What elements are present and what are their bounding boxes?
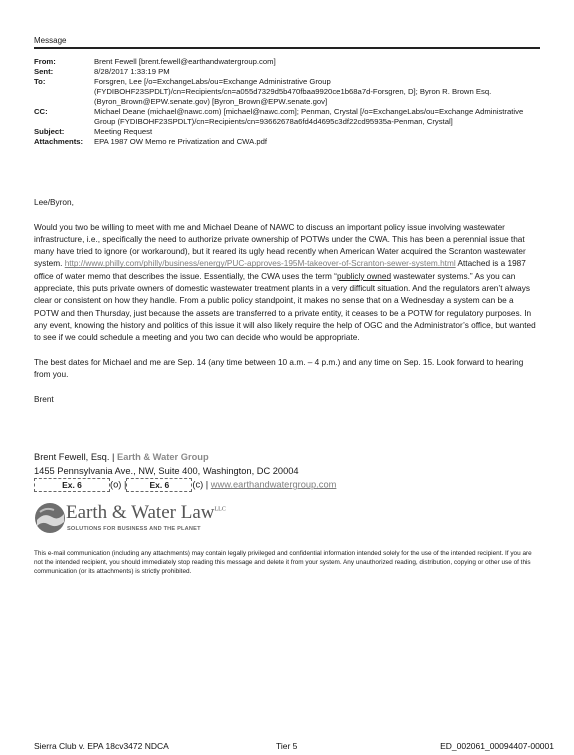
- p1-text-a: Would you two be willing to meet with me and Michael Deane of NAWC to discuss an important policy issue involving wastewater infrastructure, i.e., specifically the need to authorize private ownership of POTWs under the CWA. This has been a perennial issue that many have tried to ignore (or workaround), but it reared its ugly head recently when American Water acquired the Scranton wastewater system.: [34, 222, 526, 269]
- signature-address: 1455 Pennsylvania Ave., NW, Suite 400, Washington, DC 20004: [34, 465, 299, 476]
- signature-block: [34, 451, 540, 492]
- header-from-row: [34, 57, 540, 67]
- cell-phone-label: (c) |: [192, 479, 211, 490]
- email-body: [34, 197, 540, 418]
- globe-icon: [34, 502, 66, 534]
- header-cc-row: [34, 107, 540, 127]
- footer-bates: ED_002061_00094407-00001: [440, 741, 554, 751]
- redaction-box-office: Ex. 6: [34, 478, 110, 492]
- signature-name: Brent Fewell, Esq. |: [34, 452, 118, 462]
- footer-case: Sierra Club v. EPA 18cv3472 NDCA: [34, 741, 169, 751]
- header-sent-row: [34, 67, 540, 77]
- message-label: Message: [34, 36, 67, 45]
- header-to-value: Forsgren, Lee [/o=ExchangeLabs/ou=Exchange Administrative Group (FYDIBOHF23SPDLT)/cn=Recipients/cn=a055d7329d5b470fbaa9920ce1b68a7d-Forsgren, D]; Byron R. Brown Esq. (Byron_Brown@EPW.senate.gov) [Byron_Brown@EPW.senate.gov]: [94, 77, 492, 106]
- p1-text-c: wastewater systems.” As you can appreciate, this puts private owners of domestic wastewater treatment plants in a very difficult situation. And the regulators aren’t always clear or consistent on how they handle. From a public policy standpoint, it makes no sense that on a Wednesday a system can be a POTW and then Thursday, just because the assets are transferred to a private entity, it ceases to be a POTW for regulatory purposes. In any event, knowing the history and politics of this issue it will also likely require the help of OGC and the Administrator’s office, but wanted to see if we could schedule a meeting and you two can decide who would be appropriate.: [34, 271, 536, 343]
- header-subject-row: [34, 127, 540, 137]
- header-attachments-row: [34, 137, 540, 147]
- header-divider: [34, 47, 540, 49]
- greeting: Lee/Byron,: [34, 198, 74, 207]
- logo-title-text: Earth & Water Law: [66, 502, 215, 523]
- office-phone-label: (o) |: [110, 479, 127, 490]
- signoff: Brent: [34, 394, 54, 404]
- header-from-value: Brent Fewell [brent.fewell@earthandwatergroup.com]: [94, 57, 276, 66]
- body-paragraph-2: The best dates for Michael and me are Sep. 14 (any time between 10 a.m. – 4 p.m.) and any time on Sep. 15. Look forward to hearing from you.: [34, 357, 524, 380]
- header-attachments-key: Attachments:: [34, 137, 84, 146]
- body-paragraph-1: [34, 222, 540, 345]
- footer-tier: Tier 5: [276, 741, 298, 751]
- header-attachments-value[interactable]: EPA 1987 OW Memo re Privatization and CWA.pdf: [94, 137, 268, 146]
- header-sent-value: 8/28/2017 1:33:19 PM: [94, 67, 170, 76]
- disclaimer: This e-mail communication (including any attachments) may contain legally privileged and confidential information intended solely for the use of the intended recipient. If you are not the intended recipient, you should immediately stop reading this message and delete it from your system. Any unauthorized reading, distribution, copying or other use of this communication (or its attachments) is strictly prohibited.: [34, 550, 532, 575]
- logo-tagline: SOLUTIONS FOR BUSINESS AND THE PLANET: [67, 526, 201, 532]
- header-to-row: [34, 77, 540, 107]
- header-cc-value: Michael Deane (michael@nawc.com) [michael@nawc.com]; Penman, Crystal [/o=ExchangeLabs/ou=Exchange Administrative Group (FYDIBOHF23SPDLT)/cn=Recipients/cn=93662678a6fd4d4695c3df22cd95935a-Penman, Crystal]: [94, 107, 524, 126]
- publicly-owned-underlined: publicly owned: [336, 271, 392, 281]
- header-to-key: To:: [34, 77, 46, 86]
- logo-llc: LLC: [214, 506, 226, 513]
- email-header: [34, 57, 540, 147]
- signature-phone-line: [34, 478, 540, 492]
- signature-brand: Earth & Water Group: [117, 452, 209, 462]
- logo-title: [66, 502, 226, 524]
- header-sent-key: Sent:: [34, 67, 54, 76]
- earth-water-law-logo: [34, 500, 254, 540]
- website-link[interactable]: www.earthandwatergroup.com: [210, 479, 337, 490]
- philly-article-link[interactable]: http://www.philly.com/philly/business/energy/PUC-approves-195M-takeover-of-Scranton-sewer-system.html: [64, 259, 456, 269]
- signature-name-line: [34, 451, 540, 465]
- header-subject-key: Subject:: [34, 127, 65, 136]
- header-cc-key: CC:: [34, 107, 48, 116]
- p1-text-b: Attached is a 1987 office of water memo that describes the issue. Essentially, the CWA uses the term “: [34, 259, 526, 281]
- header-subject-value: Meeting Request: [94, 127, 153, 136]
- header-from-key: From:: [34, 57, 56, 66]
- redaction-box-cell: Ex. 6: [126, 478, 192, 492]
